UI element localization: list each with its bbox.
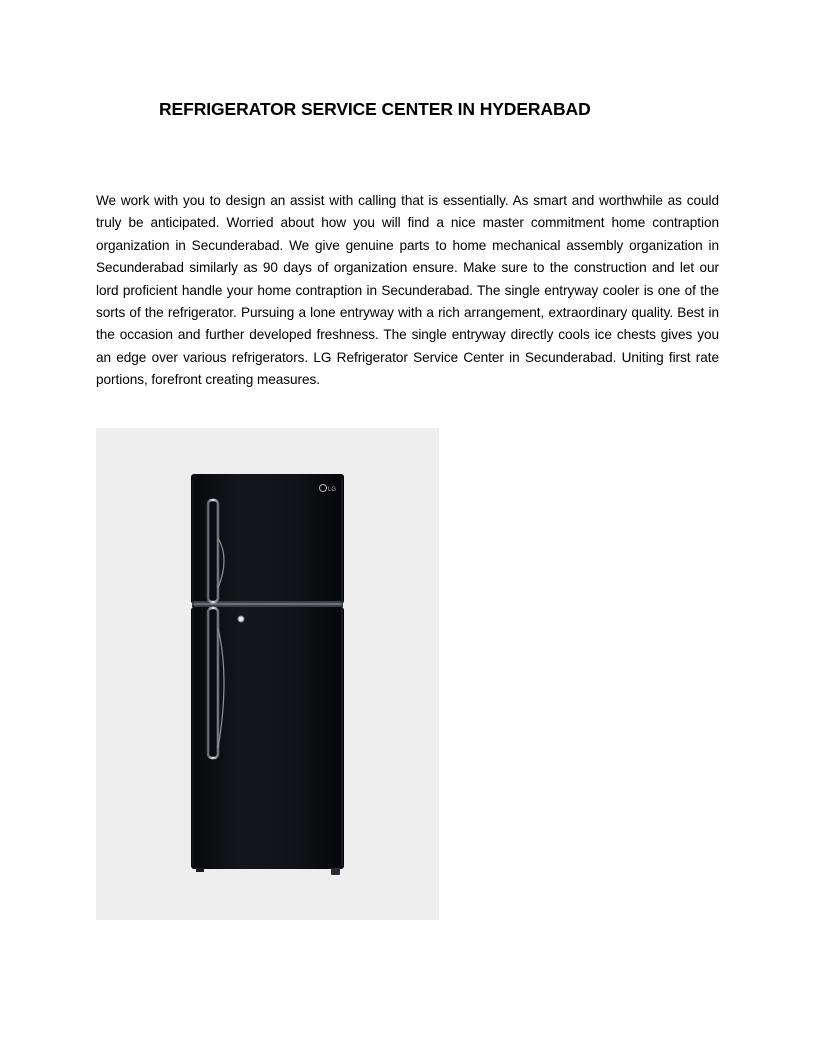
control-knob (238, 616, 244, 622)
page-title: REFRIGERATOR SERVICE CENTER IN HYDERABAD (159, 99, 591, 119)
right-foot (331, 868, 340, 875)
refrigerator-illustration (96, 428, 439, 920)
svg-text:LG: LG (328, 487, 337, 493)
refrigerator-photo (96, 428, 439, 920)
body-paragraph: We work with you to design an assist with calling that is essentially. As smart and worthwhile as could truly be anticipated. Worried about how you will find a nice master commitment home contraption organization in Secunderabad. We give genuine parts to home mechanical assembly organization in Secunderabad similarly as 90 days of organization ensure. Make sure to the construction and let our lord proficient handle your home contraption in Secunderabad. The single entryway cooler is one of the sorts of the refrigerator. Pursuing a lone entryway with a rich arrangement, extraordinary quality. Best in the occasion and further developed freshness. The single entryway directly cools ice chests gives you an edge over various refrigerators. LG Refrigerator Service Center in Secunderabad. Uniting first rate portions, forefront creating measures. (96, 193, 719, 388)
left-foot (196, 868, 204, 872)
